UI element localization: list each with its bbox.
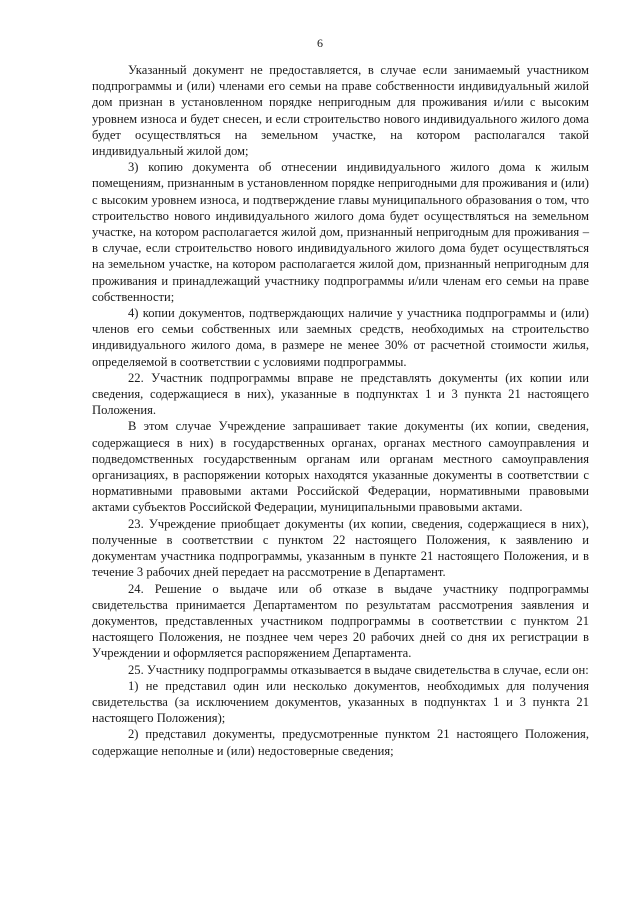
paragraph-clause-22: 22. Участник подпрограммы вправе не представлять документы (их копии или сведения, содержащиеся в них), указанные в подпунктах 1 и 3 пункта 21 настоящего Положения. xyxy=(92,370,589,418)
paragraph-clause-25-item-2: 2) представил документы, предусмотренные пунктом 21 настоящего Положения, содержащие неполные и (или) недостоверные сведения; xyxy=(92,727,589,758)
paragraph-clause-25: 25. Участнику подпрограммы отказывается в выдаче свидетельства в случае, если он: xyxy=(128,662,589,677)
paragraph-item-3-copy-of-document: 3) копию документа об отнесении индивидуального жилого дома к жилым помещениям, признанным в установленном порядке непригодными для проживания и (или) с высоким уровнем износа, и подтверждение главы муниципального образования о том, что строительство нового индивидуального жилого дома будет осуществляться на земельном участке, на котором располагается жилой дом, признанный непригодным для проживания – в случае, если строительство нового индивидуального жилого дома будет осуществляться на земельном участке, на котором располагается жилой дом, признанный непригодным для проживания и принадлежащий участнику подпрограммы и/или членам его семьи на праве собственности; xyxy=(92,160,589,304)
paragraph-clause-23: 23. Учреждение приобщает документы (их копии, сведения, содержащиеся в них), полученные в соответствии с пунктом 22 настоящего Положения, к заявлению и документам участника подпрограммы, указанным в пункте 21 настоящего Положения, и в течение 3 рабочих дней передает на рассмотрение в Департамент. xyxy=(92,516,589,580)
document-body xyxy=(92,62,589,759)
paragraph-clause-25-item-1: 1) не представил один или несколько документов, необходимых для получения свидетельства (за исключением документов, указанных в подпунктах 1 и 3 пункта 21 настоящего Положения); xyxy=(92,678,589,726)
paragraph-clause-24: 24. Решение о выдаче или об отказе в выдаче участнику подпрограммы свидетельства принимается Департаментом по результатам рассмотрения заявления и документов, представленных участником подпрограммы в соответствии с пунктом 21 настоящего Положения, не позднее чем через 20 рабочих дней со дня их регистрации в Учреждении и оформляется распоряжением Департамента. xyxy=(92,581,589,661)
paragraph-clause-22-request: В этом случае Учреждение запрашивает такие документы (их копии, сведения, содержащиеся в них) в государственных органах, органах местного самоуправления и подведомственных государственным органам или органам местного самоуправления организациях, в распоряжении которых находятся указанные документы в соответствии с нормативными правовыми актами Российской Федерации, нормативными правовыми актами субъектов Российской Федерации, муниципальными правовыми актами. xyxy=(92,419,589,515)
paragraph-item-4-copies-of-documents: 4) копии документов, подтверждающих наличие у участника подпрограммы и (или) членов его семьи собственных или заемных средств, необходимых на строительство индивидуального жилого дома, в размере не менее 30% от расчетной стоимости жилья, определяемой в соответствии с условиями подпрограммы. xyxy=(92,306,589,369)
paragraph-document-not-required: Указанный документ не предоставляется, в случае если занимаемый участником подпрограммы и (или) членами его семьи на праве собственности индивидуальный жилой дом признан в установленном порядке непригодным для проживания и/или с высоким уровнем износа и будет снесен, и если строительство нового индивидуального жилого дома будет осуществляться на земельном участке, на котором располагался такой индивидуальный жилой дом; xyxy=(92,63,589,159)
page-number: 6 xyxy=(317,36,323,50)
